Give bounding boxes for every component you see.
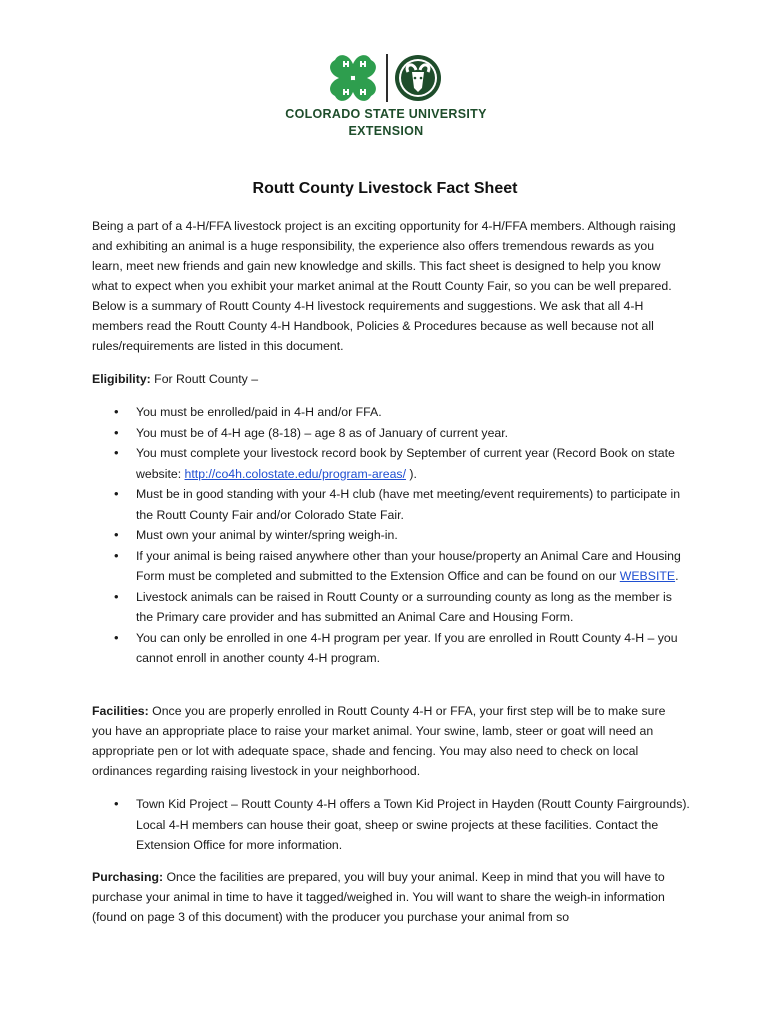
- facilities-text: Once you are properly enrolled in Routt County 4-H or FFA, your first step will be to make sure you have an appropriate place to raise your market animal. Your swine, lamb, steer or goat will need an appropriate pen or lot with adequate space, shade and fencing. You may also need to check on local ordinances regarding raising livestock in your neighborhood.: [92, 704, 666, 778]
- facilities-label: Facilities:: [92, 704, 149, 718]
- facilities-list: [112, 794, 692, 856]
- intro-paragraph: Being a part of a 4-H/FFA livestock project is an exciting opportunity for 4-H/FFA members. Although raising and exhibiting an animal is a huge responsibility, the experience also offers tremendous rewards as you learn, meet new friends and gain new knowledge and skills. This fact sheet is designed to help you know what to expect when you exhibit your market animal at the Routt County Fair, so you can be well prepared. Below is a summary of Routt County 4-H livestock requirements and suggestions. We ask that all 4-H members read the Routt County 4-H Handbook, Policies & Procedures because as well because not all rules/requirements are listed in this document.: [92, 219, 676, 353]
- logo-divider: [386, 54, 388, 102]
- list-item: • You must be of 4-H age (8-18) – age 8 as of January of current year.: [112, 423, 692, 444]
- list-item: [112, 443, 692, 484]
- list-item-text: ).: [406, 466, 417, 481]
- list-item: • You can only be enrolled in one 4-H program per year. If you are enrolled in Routt County 4-H – you cannot enroll in another county 4-H program.: [112, 628, 692, 669]
- eligibility-list: [112, 402, 692, 669]
- program-areas-link[interactable]: http://co4h.colostate.edu/program-areas/: [184, 466, 407, 481]
- list-item-text: .: [675, 569, 679, 583]
- list-item-text: If your animal is being raised anywhere other than your house/property an Animal Care and Housing Form must be completed and submitted to the Extension Office and can be found on our: [136, 548, 681, 583]
- list-item: • You must be enrolled/paid in 4-H and/or FFA.: [112, 402, 692, 423]
- page-title: Routt County Livestock Fact Sheet: [252, 180, 518, 197]
- list-item: • Town Kid Project – Routt County 4-H offers a Town Kid Project in Hayden (Routt County Fairgrounds). Local 4-H members can house their goat, sheep or swine projects at these facilities. Contact the Extension Office for more information.: [112, 794, 692, 856]
- list-item: • Must be in good standing with your 4-H club (have met meeting/event requirements) to participate in the Routt County Fair and/or Colorado State Fair.: [112, 484, 692, 525]
- csu-extension-logo: [270, 52, 502, 142]
- purchasing-text: Once the facilities are prepared, you will buy your animal. Keep in mind that you will have to purchase your animal in time to have it tagged/weighed in. You will want to share the weigh-in information (found on page 3 of this document) with the producer you purchase your animal from so: [92, 870, 665, 924]
- eligibility-heading: [92, 369, 682, 389]
- list-item: • Livestock animals can be raised in Routt County or a surrounding county as long as the member is the Primary care provider and has submitted an Animal Care and Housing Form.: [112, 587, 692, 628]
- logo-extension-name: EXTENSION: [348, 124, 424, 138]
- ram-seal-icon: [394, 54, 442, 102]
- purchasing-paragraph: [92, 867, 682, 927]
- logo-university-name: COLORADO STATE UNIVERSITY: [285, 107, 487, 121]
- facilities-paragraph: [92, 701, 682, 781]
- list-item: [112, 546, 692, 587]
- list-item: • Must own your animal by winter/spring weigh-in.: [112, 525, 692, 546]
- website-link[interactable]: WEBSITE: [619, 569, 676, 583]
- purchasing-label: Purchasing:: [92, 870, 164, 884]
- eligibility-label: Eligibility:: [92, 372, 151, 386]
- 4h-clover-icon: [327, 52, 379, 104]
- list-item-text: You must complete your livestock record book by September of current year (Record Book on state website:: [136, 446, 675, 481]
- eligibility-text: For Routt County –: [150, 372, 259, 386]
